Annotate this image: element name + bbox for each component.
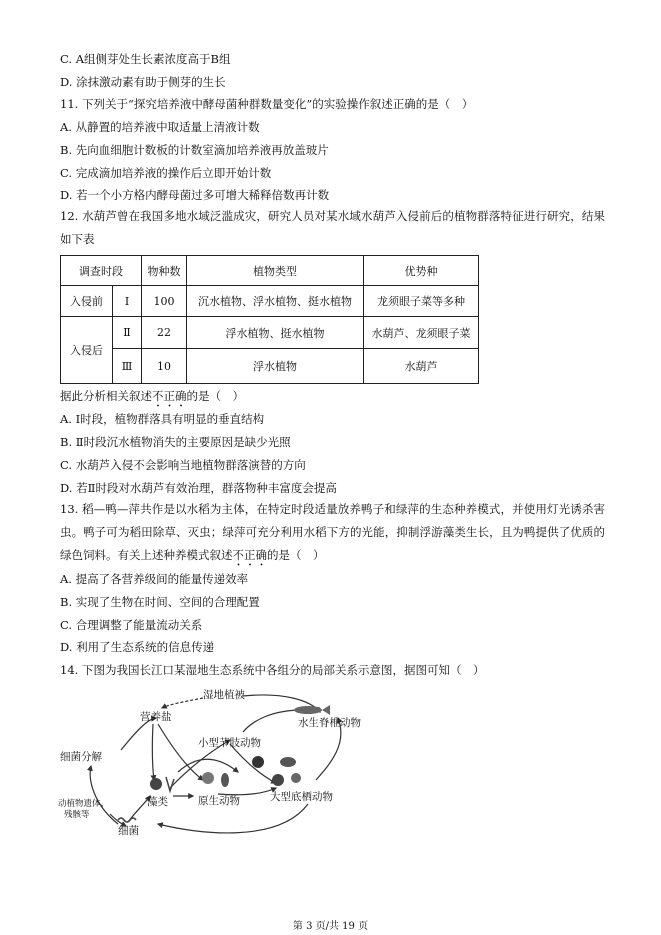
table-cell-stage: Ⅲ	[113, 349, 142, 384]
label-macrobenthos: 大型底栖动物	[270, 792, 333, 803]
q12-stem: 12. 水葫芦曾在我国多地水域泛滥成灾，研究人员对某水域水葫芦入侵前后的植物群落特征进行研究，结果如下表	[60, 209, 605, 246]
table-header: 物种数	[142, 256, 187, 286]
table-cell-types: 沉水植物、浮水植物、挺水植物	[187, 286, 364, 317]
q13-option-d: D. 利用了生态系统的信息传递	[60, 640, 215, 654]
q10-option-d: D. 涂抹激动素有助于侧芽的生长	[60, 75, 226, 89]
label-small-arthropods: 小型节肢动物	[198, 738, 261, 749]
ecosystem-diagram	[58, 684, 388, 844]
table-row	[61, 349, 479, 384]
table-cell-period: 入侵后	[61, 317, 113, 384]
label-remains-line2: 残骸等	[64, 809, 90, 819]
arrow-wetland-to-nutrients	[162, 698, 203, 708]
table-header-row	[61, 256, 479, 286]
protozoa-icon	[202, 772, 214, 784]
table-row	[61, 286, 479, 317]
q12-question-post: 的是（ ）	[186, 389, 244, 403]
protozoa-2-icon	[221, 773, 229, 787]
q13-option-b: B. 实现了生物在时间、空间的合理配置	[60, 595, 260, 609]
fish-icon	[294, 706, 322, 714]
arrow-loop-middle	[178, 759, 238, 772]
q13-option-c: C. 合理调整了能量流动关系	[60, 618, 203, 632]
q13-stem-post: 的是（ ）	[267, 548, 325, 562]
label-nutrients: 营养盐	[140, 712, 172, 723]
arrow-nutrients-to-protozoa	[158, 724, 203, 780]
table-cell-dominant: 水葫芦、龙须眼子菜	[364, 317, 479, 349]
q12-option-c: C. 水葫芦入侵不会影响当地植物群落演替的方向	[60, 458, 306, 472]
table-row	[61, 317, 479, 349]
label-bacterial-decomposition: 细菌分解	[60, 752, 102, 763]
table-cell-period: 入侵前	[61, 286, 113, 317]
table-cell-stage: Ⅰ	[113, 286, 142, 317]
q13-stem-pre: 13. 稻—鸭—萍共作是以水稻为主体，在特定时段适量放养鸭子和绿萍的生态种养模式，并使用灯光诱杀害虫。鸭子可为稻田除草、灭虫；绿萍可充分利用水稻下方的光能，抑制浮游藻类生长，且为鸭提供了优质的绿色饲料。有关上述种养模式叙述	[60, 502, 605, 562]
table-header: 优势种	[364, 256, 479, 286]
arrow-protozoa-to-benthos	[218, 788, 276, 795]
q10-option-c: C. A组侧芽处生长素浓度高于B组	[60, 52, 231, 66]
q11-option-c: C. 完成滴加培养液的操作后立即开始计数	[60, 166, 272, 180]
q13-stem-emphasis: 不正确	[232, 548, 267, 562]
page-footer: 第 3 页/共 19 页	[292, 921, 369, 932]
q12-option-d: D. 若Ⅱ时段对水葫芦有效治理，群落物种丰富度会提高	[60, 481, 337, 495]
arrow-bacteria-to-decomp	[90, 766, 118, 824]
table-cell-count: 22	[142, 317, 187, 349]
q12-question-emphasis: 不正确	[152, 389, 187, 403]
bacteria-icon	[118, 818, 136, 822]
clam-icon	[291, 773, 301, 783]
fish-tail-icon	[322, 705, 330, 715]
table-cell-stage: Ⅱ	[113, 317, 142, 349]
label-algae: 藻类	[147, 797, 168, 808]
q12-option-b: B. Ⅱ时段沉水植物消失的主要原因是缺少光照	[60, 435, 291, 449]
label-bacteria: 细菌	[118, 826, 139, 837]
q11-option-b: B. 先向血细胞计数板的计数室滴加培养液再放盖玻片	[60, 143, 329, 157]
label-protozoa: 原生动物	[198, 796, 240, 807]
q12-option-a: A. Ⅰ时段，植物群落具有明显的垂直结构	[60, 412, 265, 426]
arrow-benthos-to-bacteria	[158, 804, 308, 833]
q13-stem	[60, 498, 605, 569]
q12-question	[60, 388, 244, 410]
table-header: 调查时段	[61, 256, 142, 286]
label-wetland-vegetation: 湿地植被	[203, 690, 245, 701]
label-aquatic-vertebrates: 水生脊椎动物	[298, 718, 361, 729]
q14-stem: 14. 下图为我国长江口某湿地生态系统中各组分的局部关系示意图，据图可知（ ）	[60, 663, 485, 677]
q11-option-a: A. 从静置的培养液中取适量上清液计数	[60, 120, 260, 134]
snail-icon	[272, 774, 284, 786]
table-cell-dominant: 水葫芦	[364, 349, 479, 384]
arrow-nutrients-to-algae	[152, 724, 154, 780]
q12-question-pre: 据此分析相关叙述	[60, 389, 152, 403]
diagram-arrows	[90, 695, 341, 833]
algae-filament-icon	[166, 777, 174, 791]
q11-option-d: D. 若一个小方格内酵母菌过多可增大稀释倍数再计数	[60, 188, 330, 202]
q12-table	[60, 255, 479, 384]
table-header: 植物类型	[187, 256, 364, 286]
table-cell-count: 10	[142, 349, 187, 384]
table-cell-types: 浮水植物	[187, 349, 364, 384]
table-cell-types: 浮水植物、挺水植物	[187, 317, 364, 349]
arrow-arthropods-to-vertebrates	[243, 710, 303, 732]
label-remains-line1: 动植物遗体、	[58, 798, 110, 808]
arthropod-icon	[252, 756, 264, 768]
shrimp-icon	[280, 757, 296, 767]
algae-cell-icon	[150, 778, 162, 790]
table-cell-count: 100	[142, 286, 187, 317]
table-cell-dominant: 龙须眼子菜等多种	[364, 286, 479, 317]
q11-stem: 11. 下列关于“探究培养液中酵母菌种群数量变化”的实验操作叙述正确的是（ ）	[60, 97, 474, 111]
q13-option-a: A. 提高了各营养级间的能量传递效率	[60, 572, 249, 586]
